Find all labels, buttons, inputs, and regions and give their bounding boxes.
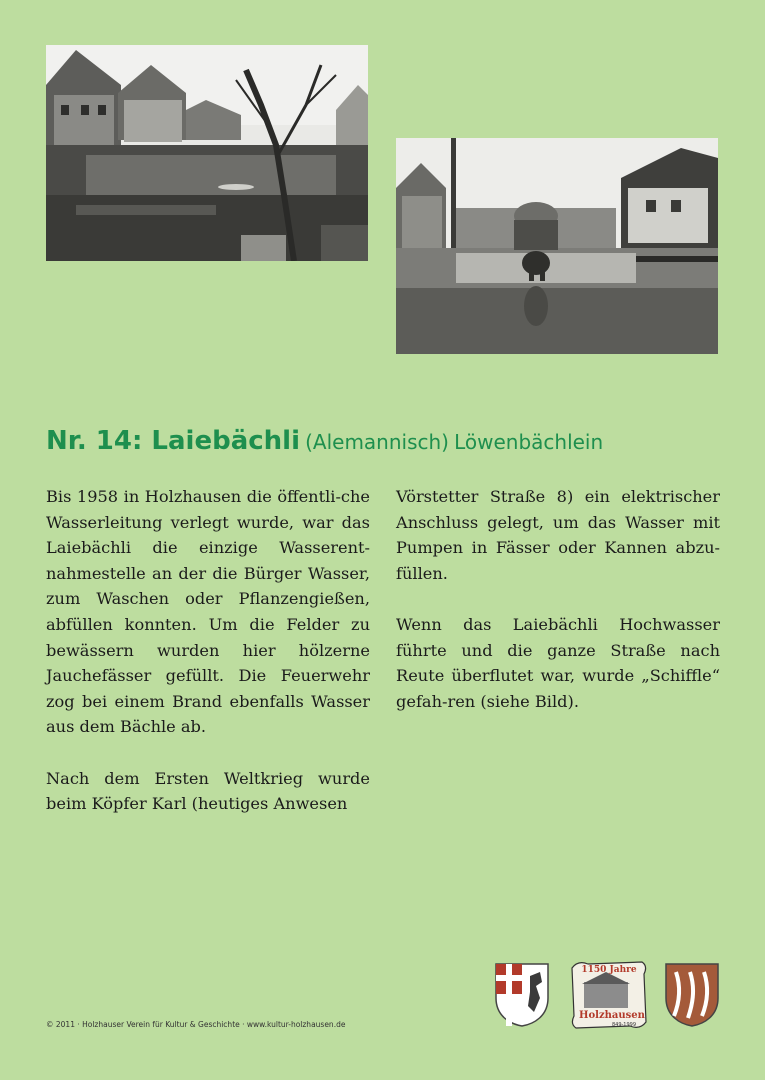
- jubilee-text-1: 1150 Jahre: [581, 965, 637, 975]
- paragraph: Wenn das Laiebächli Hochwasser führte und die ganze Straße nach Reute überflutet war, wurde „Schiffle“ gefah-ren (siehe Bild).: [396, 614, 720, 711]
- coat-of-arms-right-icon: [664, 962, 720, 1028]
- paragraph: Nach dem Ersten Weltkrieg wurde beim Köpfer Karl (heutiges Anwesen: [46, 768, 370, 814]
- photo-horse-cart-in-flood: [396, 138, 718, 354]
- paragraph: Vörstetter Straße 8) ein elektrischer Anschluss gelegt, um das Wasser mit Pumpen in Fässer oder Kannen abzu-füllen.: [396, 487, 720, 583]
- jubilee-1150-logo: [568, 958, 650, 1032]
- text-column-left: [46, 484, 370, 842]
- heading-dialect: (Alemannisch): [305, 430, 449, 454]
- jubilee-years: 849-1999: [611, 1022, 637, 1028]
- copyright-footer: © 2011 · Holzhauser Verein für Kultur & Geschichte · www.kultur-holzhausen.de: [46, 1020, 346, 1029]
- coat-of-arms-left-icon: [494, 962, 550, 1028]
- text-column-right: [396, 484, 720, 740]
- photo-flooded-village-street: [46, 45, 368, 261]
- heading: [46, 426, 726, 456]
- heading-title: Nr. 14: Laiebächli: [46, 426, 300, 456]
- heading-translation: Löwenbächlein: [454, 430, 604, 454]
- paragraph: Bis 1958 in Holzhausen die öffentli-che Wasserleitung verlegt wurde, war das Laiebächli die einzige Wasserent-nahmestelle an der die Bürger Wasser, zum Waschen oder Pflanzengießen, abfüllen konnten. Um die Felder zu bewässern wurden hier hölzerne Jauchefässer gefüllt. Die Feuerwehr zog bei einem Brand ebenfalls Wasser aus dem Bächle ab.: [46, 487, 370, 737]
- jubilee-text-2: Holzhausen: [579, 1010, 645, 1021]
